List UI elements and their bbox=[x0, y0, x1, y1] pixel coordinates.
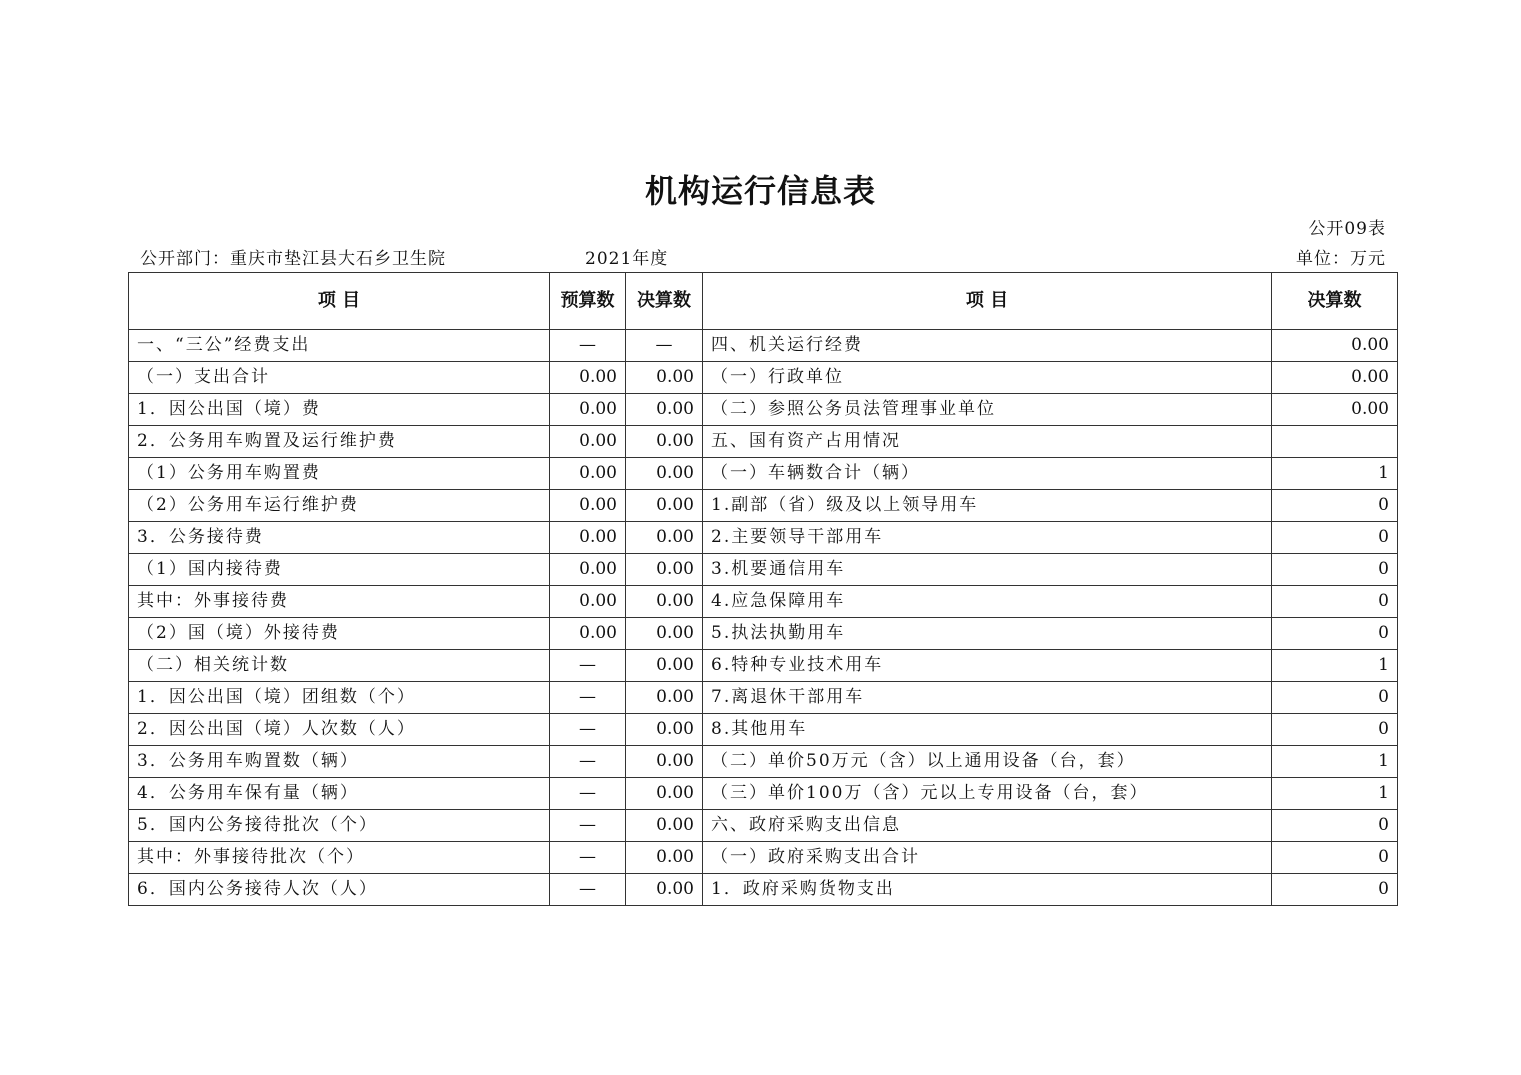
row-right-label: 3.机要通信用车 bbox=[703, 554, 1272, 586]
row-left-label: （1）公务用车购置费 bbox=[129, 458, 550, 490]
row-right-final: 0 bbox=[1272, 842, 1398, 874]
table-row bbox=[129, 554, 1398, 586]
header-right-item: 项 目 bbox=[703, 273, 1272, 330]
row-final: 0.00 bbox=[626, 746, 703, 778]
row-final: 0.00 bbox=[626, 394, 703, 426]
unit-label: 单位：万元 bbox=[1296, 249, 1386, 269]
row-left-label: 6．国内公务接待人次（人） bbox=[129, 874, 550, 906]
row-right-label: 2.主要领导干部用车 bbox=[703, 522, 1272, 554]
row-right-final: 1 bbox=[1272, 778, 1398, 810]
row-right-final: 0 bbox=[1272, 586, 1398, 618]
row-budget: — bbox=[550, 330, 626, 362]
row-budget: — bbox=[550, 714, 626, 746]
row-right-label: 4.应急保障用车 bbox=[703, 586, 1272, 618]
row-left-label: 5．国内公务接待批次（个） bbox=[129, 810, 550, 842]
row-right-label: （一）政府采购支出合计 bbox=[703, 842, 1272, 874]
row-left-label: （1）国内接待费 bbox=[129, 554, 550, 586]
table-row bbox=[129, 586, 1398, 618]
row-budget: — bbox=[550, 746, 626, 778]
table-row bbox=[129, 362, 1398, 394]
table-row bbox=[129, 490, 1398, 522]
table-row bbox=[129, 426, 1398, 458]
row-right-label: 8.其他用车 bbox=[703, 714, 1272, 746]
row-final: 0.00 bbox=[626, 362, 703, 394]
row-right-label: 四、机关运行经费 bbox=[703, 330, 1272, 362]
row-budget: 0.00 bbox=[550, 586, 626, 618]
fiscal-year: 2021年度 bbox=[585, 249, 669, 269]
row-budget: — bbox=[550, 682, 626, 714]
row-right-final: 1 bbox=[1272, 458, 1398, 490]
table-header-row bbox=[129, 273, 1398, 330]
row-budget: 0.00 bbox=[550, 458, 626, 490]
row-right-label: （一）行政单位 bbox=[703, 362, 1272, 394]
row-budget: 0.00 bbox=[550, 618, 626, 650]
row-left-label: 2．公务用车购置及运行维护费 bbox=[129, 426, 550, 458]
row-left-label: 其中：外事接待费 bbox=[129, 586, 550, 618]
row-budget: — bbox=[550, 842, 626, 874]
row-left-label: 2．因公出国（境）人次数（人） bbox=[129, 714, 550, 746]
table-row bbox=[129, 842, 1398, 874]
row-right-final: 0 bbox=[1272, 682, 1398, 714]
header-final-right: 决算数 bbox=[1272, 273, 1398, 330]
row-right-final: 0 bbox=[1272, 874, 1398, 906]
table-row bbox=[129, 394, 1398, 426]
row-budget: 0.00 bbox=[550, 522, 626, 554]
row-left-label: 1．因公出国（境）团组数（个） bbox=[129, 682, 550, 714]
row-budget: — bbox=[550, 650, 626, 682]
row-right-final: 0.00 bbox=[1272, 330, 1398, 362]
row-right-label: （二）单价50万元（含）以上通用设备（台，套） bbox=[703, 746, 1272, 778]
row-right-final: 0.00 bbox=[1272, 362, 1398, 394]
row-budget: 0.00 bbox=[550, 362, 626, 394]
row-final: 0.00 bbox=[626, 682, 703, 714]
department-label: 公开部门：重庆市垫江县大石乡卫生院 bbox=[140, 249, 446, 269]
row-left-label: 3．公务接待费 bbox=[129, 522, 550, 554]
row-final: 0.00 bbox=[626, 810, 703, 842]
row-budget: 0.00 bbox=[550, 394, 626, 426]
table-row bbox=[129, 810, 1398, 842]
row-final: 0.00 bbox=[626, 490, 703, 522]
row-right-final: 0 bbox=[1272, 522, 1398, 554]
row-final: 0.00 bbox=[626, 554, 703, 586]
row-budget: — bbox=[550, 810, 626, 842]
row-budget: — bbox=[550, 778, 626, 810]
row-right-final: 0 bbox=[1272, 618, 1398, 650]
row-budget: 0.00 bbox=[550, 554, 626, 586]
row-right-final: 0 bbox=[1272, 554, 1398, 586]
table-row bbox=[129, 330, 1398, 362]
row-left-label: 4．公务用车保有量（辆） bbox=[129, 778, 550, 810]
header-left-item: 项 目 bbox=[129, 273, 550, 330]
row-final: 0.00 bbox=[626, 714, 703, 746]
row-final: 0.00 bbox=[626, 522, 703, 554]
row-final: 0.00 bbox=[626, 874, 703, 906]
row-final: 0.00 bbox=[626, 618, 703, 650]
row-right-label: 7.离退休干部用车 bbox=[703, 682, 1272, 714]
row-right-final: 0 bbox=[1272, 810, 1398, 842]
table-row bbox=[129, 618, 1398, 650]
header-final-left: 决算数 bbox=[626, 273, 703, 330]
row-budget: — bbox=[550, 874, 626, 906]
row-final: 0.00 bbox=[626, 842, 703, 874]
row-right-final: 0 bbox=[1272, 714, 1398, 746]
row-final: 0.00 bbox=[626, 778, 703, 810]
row-right-final: 1 bbox=[1272, 746, 1398, 778]
row-right-final: 1 bbox=[1272, 650, 1398, 682]
row-right-final: 0 bbox=[1272, 490, 1398, 522]
table-row bbox=[129, 746, 1398, 778]
row-right-final bbox=[1272, 426, 1398, 458]
row-left-label: （一）支出合计 bbox=[129, 362, 550, 394]
row-right-label: 1．政府采购货物支出 bbox=[703, 874, 1272, 906]
row-right-label: （二）参照公务员法管理事业单位 bbox=[703, 394, 1272, 426]
row-final: — bbox=[626, 330, 703, 362]
table-row bbox=[129, 682, 1398, 714]
table-row bbox=[129, 458, 1398, 490]
row-final: 0.00 bbox=[626, 426, 703, 458]
row-right-label: 5.执法执勤用车 bbox=[703, 618, 1272, 650]
row-right-label: 6.特种专业技术用车 bbox=[703, 650, 1272, 682]
row-final: 0.00 bbox=[626, 458, 703, 490]
report-table bbox=[128, 272, 1398, 906]
row-right-label: （一）车辆数合计（辆） bbox=[703, 458, 1272, 490]
row-left-label: （2）国（境）外接待费 bbox=[129, 618, 550, 650]
table-row bbox=[129, 714, 1398, 746]
row-budget: 0.00 bbox=[550, 490, 626, 522]
row-final: 0.00 bbox=[626, 586, 703, 618]
row-right-label: （三）单价100万（含）元以上专用设备（台，套） bbox=[703, 778, 1272, 810]
row-right-label: 1.副部（省）级及以上领导用车 bbox=[703, 490, 1272, 522]
row-left-label: 其中：外事接待批次（个） bbox=[129, 842, 550, 874]
row-final: 0.00 bbox=[626, 650, 703, 682]
row-left-label: 3．公务用车购置数（辆） bbox=[129, 746, 550, 778]
row-left-label: 一、“三公”经费支出 bbox=[129, 330, 550, 362]
row-right-label: 六、政府采购支出信息 bbox=[703, 810, 1272, 842]
row-left-label: （二）相关统计数 bbox=[129, 650, 550, 682]
row-budget: 0.00 bbox=[550, 426, 626, 458]
row-right-label: 五、国有资产占用情况 bbox=[703, 426, 1272, 458]
header-budget: 预算数 bbox=[550, 273, 626, 330]
table-row bbox=[129, 874, 1398, 906]
page-title: 机构运行信息表 bbox=[644, 172, 876, 210]
form-code: 公开09表 bbox=[1308, 219, 1386, 239]
row-left-label: （2）公务用车运行维护费 bbox=[129, 490, 550, 522]
row-left-label: 1．因公出国（境）费 bbox=[129, 394, 550, 426]
row-right-final: 0.00 bbox=[1272, 394, 1398, 426]
table-row bbox=[129, 522, 1398, 554]
table-row bbox=[129, 778, 1398, 810]
table-row bbox=[129, 650, 1398, 682]
